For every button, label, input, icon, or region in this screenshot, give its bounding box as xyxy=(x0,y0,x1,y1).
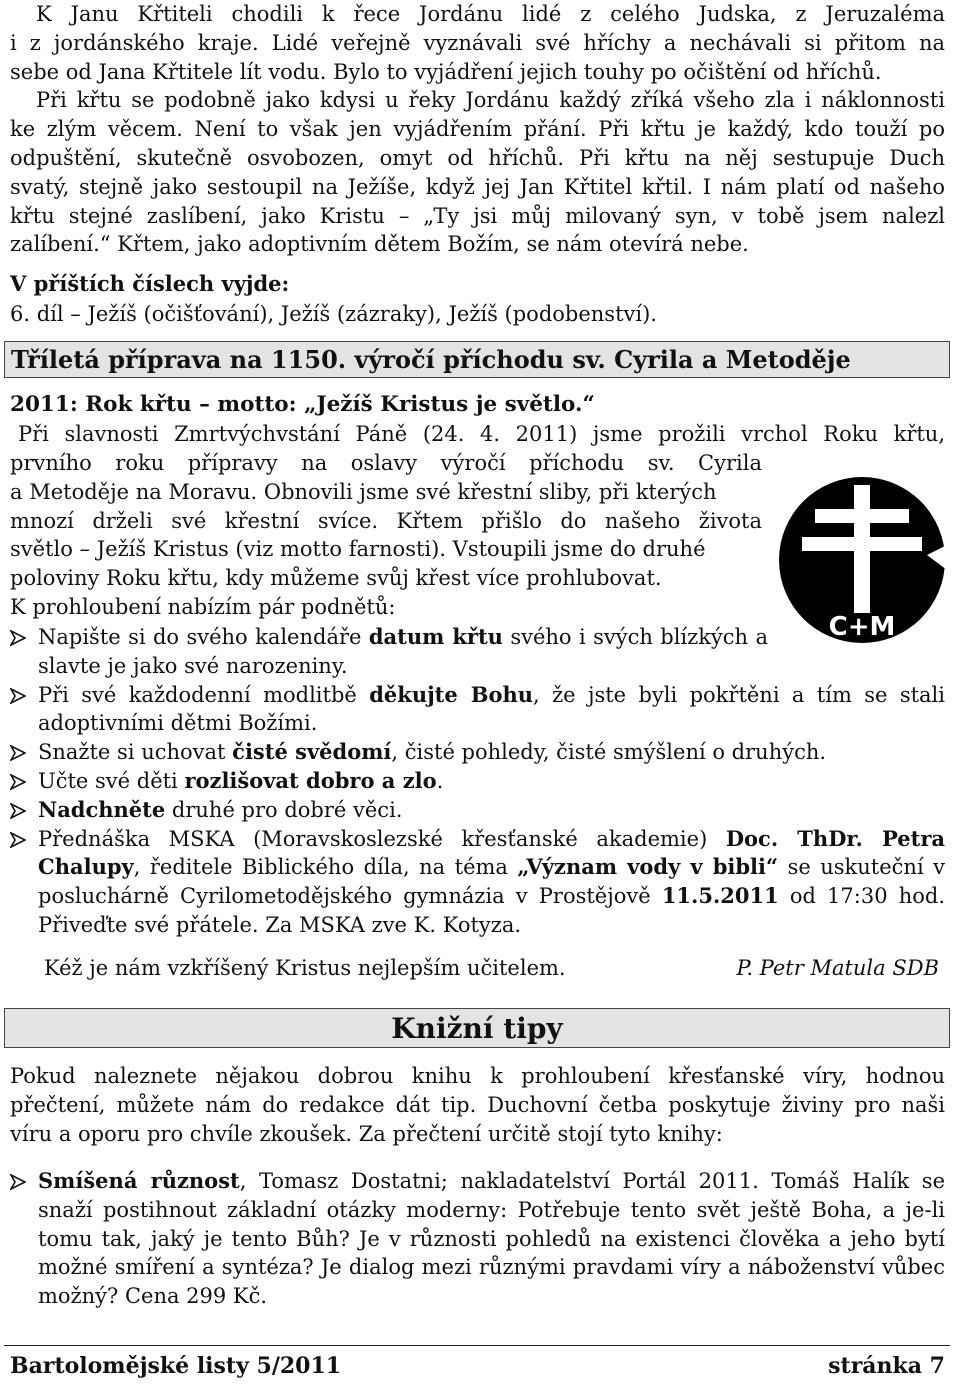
arrow-bullet-icon xyxy=(10,832,26,848)
text-line: K Janu Křtiteli chodili k řece Jordánu lidé z celého Judska, z Jeruzaléma xyxy=(36,2,945,26)
arrow-bullet-icon xyxy=(10,630,26,646)
section-subheading: 2011: Rok křtu – motto: „Ježíš Kristus je světlo.“ xyxy=(10,392,595,417)
text-line: prvního roku přípravy na oslavy výročí příchodu sv. Cyrila xyxy=(10,451,762,475)
list-text: . xyxy=(436,768,444,793)
section1-paragraph-wrap xyxy=(10,449,762,622)
text-line: odpuštění, skutečně osvobozen, omyt od hříchů. Při křtu na něj sestupuje Duch xyxy=(10,145,945,170)
logo-monogram: C+M xyxy=(828,612,896,642)
text-line: i z jordánského kraje. Lidé veřejně vyznávali své hříchy a nechávali si přitom na xyxy=(10,30,945,55)
list-item xyxy=(10,623,768,681)
book-description: , Tomasz Dostatni; nakladatelství Portál 2011. Tomáš Halík se snaží postihnout základní otázky moderny: Potřebuje tento svět ještě Boha, a je-li tomu tak, jaký je tento Bůh? Je v různosti pohledů na existenci člověka a jeho bytí možné smíření a syntéza? Je dialog mezi různými pravdami víry a náboženství vůbec možný? Cena 299 Kč. xyxy=(38,1169,945,1309)
list-item xyxy=(10,681,945,739)
next-issues-text: 6. díl – Ježíš (očišťování), Ježíš (zázraky), Ježíš (podobenství). xyxy=(10,302,657,326)
text-line: Při křtu se podobně jako kdysi u řeky Jordánu každý zříká všeho zla i náklonnosti xyxy=(36,88,945,113)
text-line: K prohloubení nabízím pár podnětů: xyxy=(10,594,396,619)
list-item-lecture xyxy=(10,825,945,940)
arrow-bullet-icon xyxy=(10,688,26,704)
list-text: se uskuteční v posluchárně Cyrilometodějského gymnázia v Prostějově xyxy=(38,855,946,909)
text-line: svatý, stejně jako sestoupil na Ježíše, když jej Jan Křtitel křtil. I nám platí od našeho xyxy=(10,174,945,199)
next-issues-title: V příštích číslech vyjde: xyxy=(10,271,290,296)
book-list xyxy=(10,1167,945,1311)
list-item-book xyxy=(10,1167,945,1311)
list-item xyxy=(10,738,945,767)
list-emphasis: děkujte Bohu xyxy=(369,681,534,707)
list-text: , ředitele Biblického díla, na téma xyxy=(133,855,518,880)
text-line: ke zlým věcem. Není to však jen vyjádřením přání. Při křtu je každý, kdo touží po xyxy=(10,117,945,142)
section1-paragraph xyxy=(10,420,945,449)
text-line: mnozí drželi své křestní svíce. Křtem přišlo do našeho života xyxy=(10,508,762,533)
list-emphasis: rozlišovat dobro a zlo xyxy=(184,767,437,793)
book-tips-paragraph xyxy=(10,1062,945,1148)
list-text: Učte své děti xyxy=(38,768,185,793)
arrow-bullet-icon xyxy=(10,1174,26,1190)
list-text: Snažte si uchovat xyxy=(38,740,233,765)
list-text: druhé pro dobré věci. xyxy=(165,797,403,822)
page-number: stránka 7 xyxy=(828,1353,945,1379)
list-text: od 17:30 hod. Přiveďte své přátele. Za MSKA zve K. Kotyza. xyxy=(38,884,945,937)
list-emphasis: Nadchněte xyxy=(38,796,166,822)
text-line: zalíbení.“ Křtem, jako adoptivním dětem Božím, se nám otevírá nebe. xyxy=(10,232,749,257)
list-text: Napište si do svého kalendáře xyxy=(38,625,369,649)
section-heading-knizni-tipy: Knižní tipy xyxy=(4,1008,950,1048)
cyril-methodius-logo xyxy=(777,475,947,645)
suggestion-list xyxy=(10,623,945,940)
section-heading-priprava: Tříletá příprava na 1150. výročí příchodu sv. Cyrila a Metoděje xyxy=(4,341,950,378)
footer-divider xyxy=(4,1345,950,1346)
publication-name: Bartolomějské listy 5/2011 xyxy=(10,1353,342,1379)
lecture-title: „Význam vody v bibli“ xyxy=(517,854,779,880)
list-text: Při své každodenní modlitbě xyxy=(38,682,370,707)
list-emphasis: datum křtu xyxy=(368,624,503,649)
closing-text: Kéž je nám vzkříšený Kristus nejlepším učitelem. xyxy=(44,956,566,980)
list-emphasis: čisté svědomí xyxy=(232,739,392,765)
arrow-bullet-icon xyxy=(10,803,26,819)
text-line: přečtení, můžete nám do redakce dát tip. Duchovní četba poskytuje živiny pro naši xyxy=(10,1092,945,1117)
page-footer xyxy=(10,1352,945,1381)
text-line: poloviny Roku křtu, kdy můžeme svůj křest více prohlubovat. xyxy=(10,566,662,591)
list-text: , že jste byli pokřtěni a tím se stali adoptivními dětmi Božími. xyxy=(38,682,945,736)
signature: P. Petr Matula SDB xyxy=(736,956,939,980)
list-text: Přednáška MSKA (Moravskoslezské křesťanské akademie) xyxy=(38,826,726,851)
lecture-date: 11.5.2011 xyxy=(661,883,779,909)
intro-paragraph xyxy=(10,0,945,259)
closing-line xyxy=(10,954,945,983)
arrow-bullet-icon xyxy=(10,774,26,790)
text-line: světlo – Ježíš Kristus (viz motto farnosti). Vstoupili jsme do druhé xyxy=(10,537,706,562)
list-item xyxy=(10,796,945,825)
text-line: a Metoděje na Moravu. Obnovili jsme své křestní sliby, při kterých xyxy=(10,479,717,504)
lecturer-name: Doc. ThDr. Petra Chalupy xyxy=(38,825,945,880)
list-text: , čisté pohledy, čisté smýšlení o druhých. xyxy=(391,740,827,765)
list-text: svého i svých blízkých a slavte je jako své narozeniny. xyxy=(38,625,768,678)
text-line: Pokud naleznete nějakou dobrou knihu k prohloubení křesťanské víry, hodnou xyxy=(10,1064,945,1088)
arrow-bullet-icon xyxy=(10,745,26,761)
text-line: křtu stejné zaslíbení, jako Kristu – „Ty jsi můj milovaný syn, v tobě jsem nalezl xyxy=(10,203,945,228)
text-line: Při slavnosti Zmrtvýchvstání Páně (24. 4. 2011) jsme prožili vrchol Roku křtu, xyxy=(18,422,945,446)
text-line: sebe od Jana Křtitele lít vodu. Bylo to vyjádření jejich touhy po očištění od hříchů. xyxy=(10,59,882,84)
text-line: víru a oporu pro chvíle zkoušek. Za přečtení určitě stojí tyto knihy: xyxy=(10,1121,723,1146)
book-title: Smíšená různost xyxy=(38,1168,240,1193)
list-item xyxy=(10,767,945,796)
